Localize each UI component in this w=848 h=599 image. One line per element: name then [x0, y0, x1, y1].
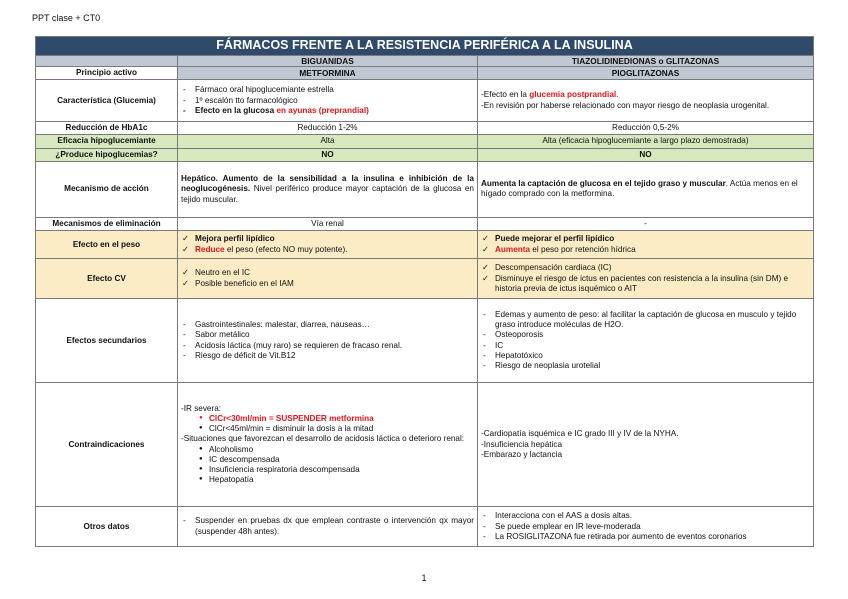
row-label: Eficacia hipoglucemiante — [36, 135, 178, 148]
cell-b: Reducción 0,5-2% — [478, 122, 814, 135]
cell-b — [478, 80, 814, 122]
text-segment: Efecto en la glucosa — [195, 105, 277, 115]
list-item: - Acidosis láctica (muy raro) se requieren de fracaso renal. — [181, 341, 474, 351]
list-item: - Se puede emplear en IR leve-moderada — [481, 522, 810, 532]
cell-b — [478, 299, 814, 383]
list-item: ● Hepatopatía — [197, 475, 474, 485]
cell-b: - — [478, 217, 814, 230]
highlight-text: glucemia postprandial — [529, 90, 617, 100]
list-item: ● Alcoholismo — [197, 445, 474, 455]
text-segment: Nivel periférico produce mayor captación de la glucosa en tejido muscular. — [181, 184, 474, 204]
list-item — [181, 106, 474, 116]
list-item: ✓ Mejora perfil lipídico — [181, 234, 474, 244]
cell-a: Alta — [178, 135, 478, 148]
cell-b — [478, 161, 814, 217]
text-line: -Embarazo y lactancia — [481, 449, 562, 459]
group-header-glitazonas: TIAZOLIDINEDIONAS o GLITAZONAS — [478, 55, 814, 66]
row-label: Efecto CV — [36, 259, 178, 299]
table-row — [36, 383, 814, 507]
group-header-empty — [36, 55, 178, 66]
table-row — [36, 80, 814, 122]
text-line: -Situaciones que favorezcan el desarrollo de acidosis láctica o deterioro renal: — [181, 434, 465, 444]
cell-a: Vía renal — [178, 217, 478, 230]
list-item: - La ROSIGLITAZONA fue retirada por aumento de eventos coronarios — [481, 532, 810, 542]
table-row — [36, 161, 814, 217]
list-item: - Suspender en pruebas dx que emplean contraste o intervención qx mayor (suspender 48h antes). — [181, 516, 474, 537]
text-line: -IR severa: — [181, 403, 222, 413]
table-title: FÁRMACOS FRENTE A LA RESISTENCIA PERIFÉRICA A LA INSULINA — [36, 37, 814, 56]
drug-name-metformina: METFORMINA — [178, 66, 478, 79]
cell-a — [178, 299, 478, 383]
row-label: Otros datos — [36, 507, 178, 547]
text-line: -Insuficiencia hepática — [481, 439, 563, 449]
text-segment: el peso (efecto NO muy potente). — [224, 244, 348, 254]
cell-b — [478, 231, 814, 259]
table-row — [36, 231, 814, 259]
text-segment: -Efecto en la — [481, 90, 530, 100]
row-label: ¿Produce hipoglucemias? — [36, 148, 178, 161]
list-item: ✓ Disminuye el riesgo de ictus en pacientes con resistencia a la insulina (sin DM) e historia previa de ictus isquémico o AIT — [481, 274, 810, 295]
list-item: - Sabor metálico — [181, 330, 474, 340]
highlight-text: Reduce — [195, 244, 225, 254]
row-label: Característica (Glucemia) — [36, 80, 178, 122]
list-item: - Edemas y aumento de peso: al facilitar la captación de glucosa en musculo y tejido graso introduce moléculas de H2O. — [481, 310, 810, 331]
list-item — [181, 245, 474, 255]
text-segment: Hepático. Aumento de la sensibilidad a la insulina e inhibición de la neoglucogénesis. — [181, 174, 474, 194]
row-label: Reducción de HbA1c — [36, 122, 178, 135]
row-label: Contraindicaciones — [36, 383, 178, 507]
group-header-row — [36, 55, 814, 66]
text-segment: Aumenta la captación de glucosa en el tejido graso y muscular — [481, 179, 726, 189]
cell-a: NO — [178, 148, 478, 161]
cell-b: Alta (eficacia hipoglucemiante a largo plazo demostrada) — [478, 135, 814, 148]
list-item: ● ClCr<45ml/min = disminuir la dosis a la mitad — [197, 424, 474, 434]
cell-b — [478, 383, 814, 507]
document-header-label: PPT clase + CT0 — [32, 13, 101, 23]
list-item: ✓ Descompensación cardiaca (IC) — [481, 263, 810, 273]
text-segment: el peso por retención hídrica — [530, 244, 636, 254]
drug-name-pioglitazonas: PIOGLITAZONAS — [478, 66, 814, 79]
row-label: Principio activo — [36, 66, 178, 79]
cell-a — [178, 507, 478, 547]
list-item: - 1º escalón tto farmacológico — [181, 96, 474, 106]
row-label: Efectos secundarios — [36, 299, 178, 383]
list-item: ✓ Puede mejorar el perfil lipídico — [481, 234, 810, 244]
list-item: ✓ Posible beneficio en el IAM — [181, 279, 474, 289]
text-line: -Cardiopatía isquémica e IC grado III y IV de la NYHA. — [481, 429, 679, 439]
text-line — [481, 90, 810, 100]
cell-b — [478, 507, 814, 547]
list-item: - IC — [481, 341, 810, 351]
cell-b — [478, 259, 814, 299]
highlight-text: en ayunas (preprandial) — [276, 105, 369, 115]
drug-comparison-table — [35, 36, 814, 547]
list-item: - Riesgo de neoplasia urotelial — [481, 361, 810, 371]
cell-a — [178, 80, 478, 122]
table-row — [36, 122, 814, 135]
list-item: ● IC descompensada — [197, 455, 474, 465]
list-item: - Gastrointestinales: malestar, diarrea, nauseas… — [181, 320, 474, 330]
list-item: ● Insuficiencia respiratoria descompensada — [197, 465, 474, 475]
row-label: Efecto en el peso — [36, 231, 178, 259]
cell-a: Reducción 1-2% — [178, 122, 478, 135]
cell-a — [178, 383, 478, 507]
table-row — [36, 66, 814, 79]
table-title-row — [36, 37, 814, 56]
cell-a — [178, 161, 478, 217]
row-label: Mecanismos de eliminación — [36, 217, 178, 230]
cell-b: NO — [478, 148, 814, 161]
table-row — [36, 299, 814, 383]
cell-a — [178, 231, 478, 259]
text-segment: . — [616, 90, 619, 100]
list-item: - Fármaco oral hipoglucemiante estrella — [181, 85, 474, 95]
list-item: - Interacciona con el AAS a dosis altas. — [481, 511, 810, 521]
list-item: ✓ Neutro en el IC — [181, 268, 474, 278]
row-label: Mecanismo de acción — [36, 161, 178, 217]
highlight-text: Aumenta — [495, 244, 531, 254]
list-item: - Hepatotóxico — [481, 351, 810, 361]
table-row — [36, 217, 814, 230]
group-header-biguanidas: BIGUANIDAS — [178, 55, 478, 66]
table-row — [36, 507, 814, 547]
list-item — [481, 245, 810, 255]
list-item: ● ClCr<30ml/min = SUSPENDER metformina — [197, 414, 474, 424]
text-line: -En revisión por haberse relacionado con mayor riesgo de neoplasia urogenital. — [481, 100, 770, 110]
table-row — [36, 148, 814, 161]
page-number: 1 — [421, 573, 427, 583]
text-segment: . Actúa menos en el hígado comprado con la metformina. — [481, 179, 798, 199]
table-row — [36, 135, 814, 148]
table-row — [36, 259, 814, 299]
cell-a — [178, 259, 478, 299]
list-item: - Osteoporosis — [481, 330, 810, 340]
list-item: - Riesgo de déficit de Vit.B12 — [181, 351, 474, 361]
